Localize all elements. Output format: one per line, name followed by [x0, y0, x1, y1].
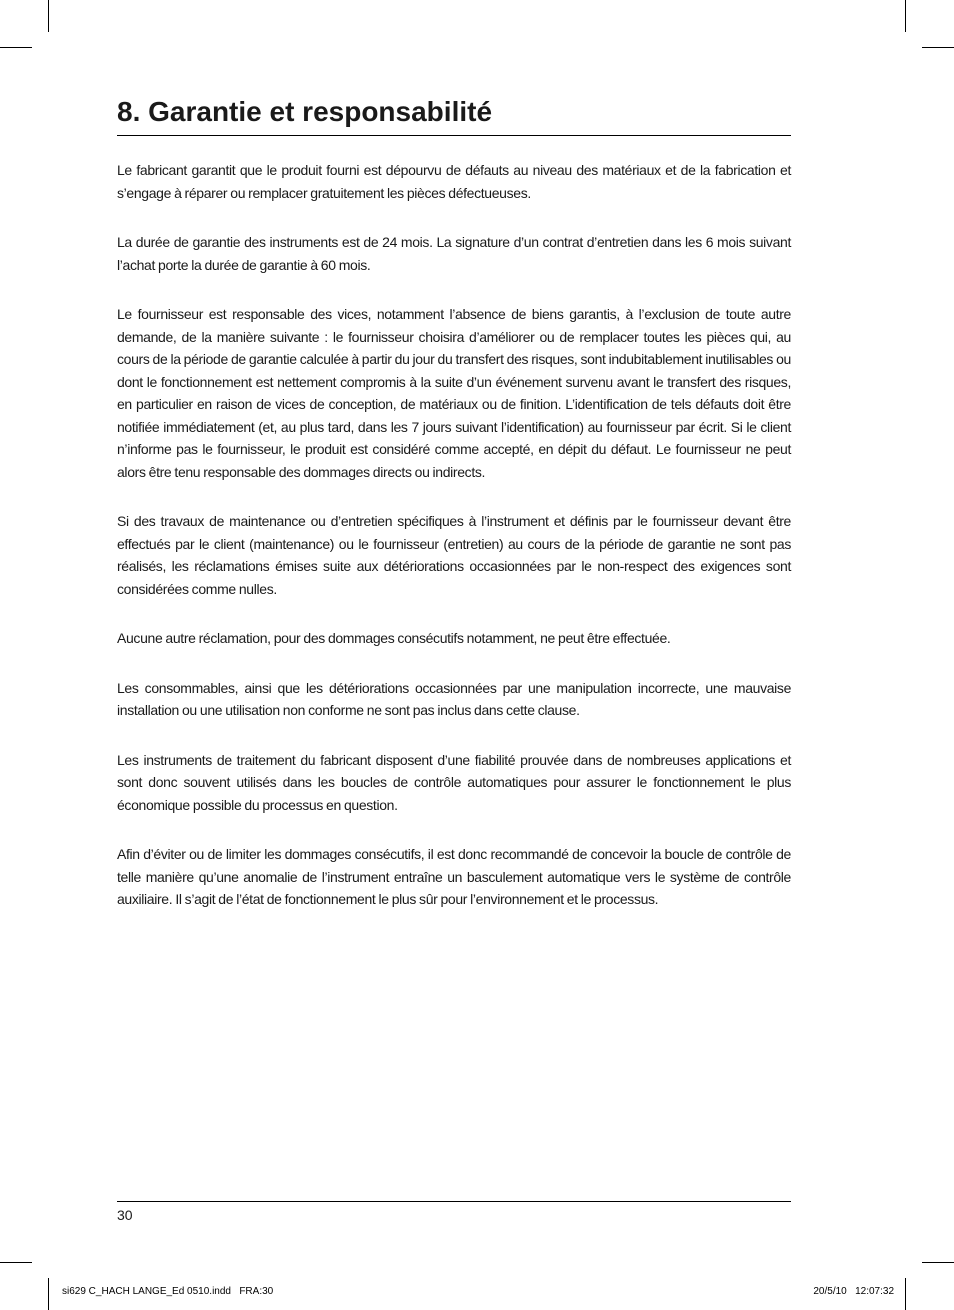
footer-divider: [117, 1201, 791, 1202]
crop-mark: [0, 1262, 32, 1263]
crop-mark: [922, 1262, 954, 1263]
paragraph: Les consommables, ainsi que les détériorations occasionnées par une manipulation incorrecte, une mauvaise installation ou une utilisation non conforme ne sont pas inclus dans cette clause.: [117, 679, 791, 718]
print-slug-file: si629 C_HACH LANGE_Ed 0510.indd FRA:30: [62, 1286, 274, 1297]
crop-mark: [922, 47, 954, 48]
crop-mark: [905, 1278, 906, 1310]
page-number: 30: [117, 1207, 133, 1223]
paragraph: Le fabricant garantit que le produit fourni est dépourvu de défauts au niveau des matériaux et de la fabrication et s’engage à réparer ou remplacer gratuitement les pièces défectueuses.: [117, 162, 791, 201]
paragraph: Le fournisseur est responsable des vices, notamment l’absence de biens garantis, à l’exclusion de toute autre demande, de la manière suivante : le fournisseur choisira d’améliorer ou de remplacer toutes les pièces qui, au cours de la période de garantie calculée à partir du jour du transfert des risques, sont indubitablement inutilisables ou dont le fonctionnement est nettement compromis à la suite d’un événement survenu avant le transfert des risques, en particulier en raison de vices de conception, de matériaux ou de finition. L’identification de tels défauts doit être notifiée immédiatement (et, au plus tard, dans les 7 jours suivant l’identification) au fournisseur par écrit. Si le client n’informe pas le fournisseur, le produit est considéré comme accepté, en dépit du défaut. Le fournisseur ne peut alors être tenu responsable des dommages directs ou indirects.: [117, 306, 791, 480]
crop-mark: [905, 0, 906, 32]
paragraph: Afin d’éviter ou de limiter les dommages consécutifs, il est donc recommandé de concevoir la boucle de contrôle de telle manière qu’une anomalie de l’instrument entraîne un basculement automatique vers le système de contrôle auxiliaire. Il s’agit de l’état de fonctionnement le plus sûr pour l’environnement et le processus.: [117, 846, 791, 907]
crop-mark: [48, 1278, 49, 1310]
crop-mark: [0, 47, 32, 48]
paragraph: La durée de garantie des instruments est de 24 mois. La signature d’un contrat d’entretien dans les 6 mois suivant l’achat porte la durée de garantie à 60 mois.: [117, 234, 791, 273]
page-title: 8. Garantie et responsabilité: [117, 96, 493, 127]
print-slug-datetime: 20/5/10 12:07:32: [813, 1286, 894, 1297]
crop-mark: [48, 0, 49, 32]
document-body: [117, 159, 791, 938]
heading-divider: [117, 135, 791, 136]
paragraph: Les instruments de traitement du fabricant disposent d’une fiabilité prouvée dans de nombreuses applications et sont donc souvent utilisés dans les boucles de contrôle automatiques pour assurer le fonctionnement le plus économique possible du processus en question.: [117, 751, 791, 813]
paragraph: Si des travaux de maintenance ou d’entretien spécifiques à l’instrument et définis par le fournisseur devant être effectués par le client (maintenance) ou le fournisseur (entretien) au cours de la période de garantie ne sont pas réalisés, les réclamations émises suite aux détériorations occasionnées par le non-respect des exigences sont considérées comme nulles.: [117, 513, 791, 597]
paragraph: Aucune autre réclamation, pour des dommages consécutifs notamment, ne peut être effectuée.: [117, 630, 671, 646]
